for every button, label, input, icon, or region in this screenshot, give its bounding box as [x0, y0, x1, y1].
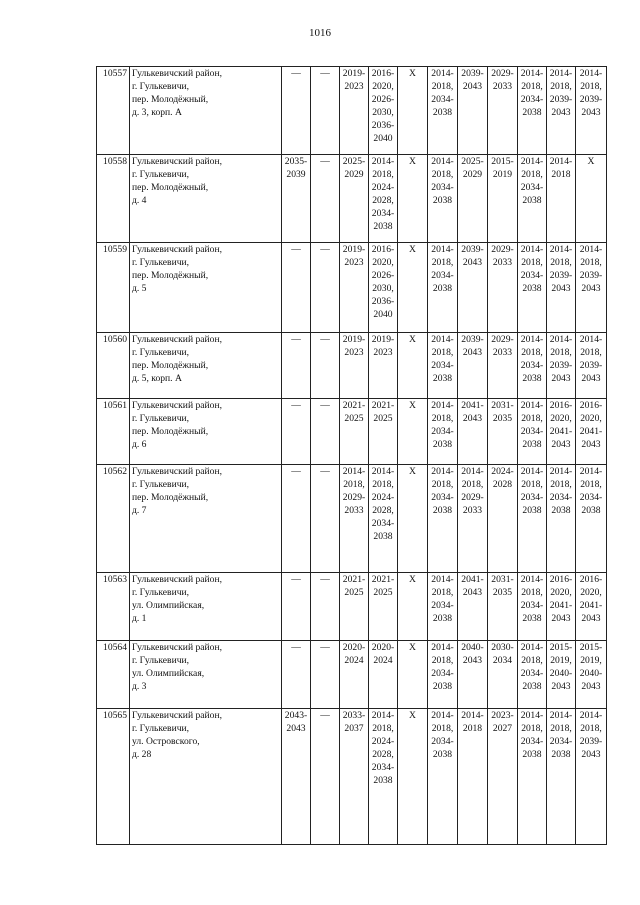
period-cell: X: [398, 67, 428, 155]
address-cell: Гулькевичский район, г. Гулькевичи, ул. Островского, д. 28: [130, 709, 282, 845]
period-cell: X: [398, 573, 428, 641]
period-cell: 2039- 2043: [458, 67, 488, 155]
period-cell: 2014- 2018, 2039- 2043: [547, 243, 576, 333]
period-cell: 2021- 2025: [340, 399, 369, 465]
period-cell: 2021- 2025: [369, 573, 398, 641]
period-cell: —: [282, 243, 311, 333]
period-cell: 2016- 2020, 2041- 2043: [547, 399, 576, 465]
period-cell: 2014- 2018, 2039- 2043: [576, 67, 607, 155]
period-cell: 2029- 2033: [488, 67, 518, 155]
table-row: [97, 641, 607, 709]
period-cell: —: [311, 641, 340, 709]
record-number: 10561: [97, 399, 130, 465]
period-cell: 2014- 2018, 2034- 2038: [518, 67, 547, 155]
record-number: 10563: [97, 573, 130, 641]
period-cell: 2024- 2028: [488, 465, 518, 573]
period-cell: 2014- 2018, 2034- 2038: [518, 641, 547, 709]
period-cell: —: [282, 573, 311, 641]
table-row: [97, 399, 607, 465]
period-cell: 2014- 2018, 2034- 2038: [428, 243, 458, 333]
period-cell: 2021- 2025: [340, 573, 369, 641]
period-cell: 2014- 2018, 2039- 2043: [547, 67, 576, 155]
period-cell: 2014- 2018, 2029- 2033: [340, 465, 369, 573]
period-cell: —: [311, 333, 340, 399]
period-cell: —: [311, 465, 340, 573]
period-cell: 2031- 2035: [488, 573, 518, 641]
period-cell: 2014- 2018, 2034- 2038: [428, 155, 458, 243]
period-cell: 2040- 2043: [458, 641, 488, 709]
period-cell: 2015- 2019: [488, 155, 518, 243]
period-cell: 2025- 2029: [458, 155, 488, 243]
table-row: [97, 243, 607, 333]
address-cell: Гулькевичский район, г. Гулькевичи, пер. Молодёжный, д. 3, корп. А: [130, 67, 282, 155]
record-number: 10560: [97, 333, 130, 399]
period-cell: 2019- 2023: [340, 67, 369, 155]
period-cell: 2014- 2018, 2034- 2038: [518, 573, 547, 641]
address-cell: Гулькевичский район, г. Гулькевичи, пер. Молодёжный, д. 7: [130, 465, 282, 573]
period-cell: 2043- 2043: [282, 709, 311, 845]
period-cell: 2014- 2018, 2034- 2038: [518, 709, 547, 845]
period-cell: 2014- 2018, 2034- 2038: [428, 465, 458, 573]
period-cell: 2031- 2035: [488, 399, 518, 465]
period-cell: 2015- 2019, 2040- 2043: [576, 641, 607, 709]
address-cell: Гулькевичский район, г. Гулькевичи, пер. Молодёжный, д. 5, корп. А: [130, 333, 282, 399]
period-cell: 2014- 2018, 2034- 2038: [518, 333, 547, 399]
address-cell: Гулькевичский район, г. Гулькевичи, пер. Молодёжный, д. 4: [130, 155, 282, 243]
table-row: [97, 465, 607, 573]
period-cell: 2019- 2023: [340, 243, 369, 333]
period-cell: 2029- 2033: [488, 333, 518, 399]
period-cell: —: [311, 399, 340, 465]
page-number: 1016: [309, 27, 331, 39]
period-cell: 2020- 2024: [369, 641, 398, 709]
period-cell: 2014- 2018, 2034- 2038: [518, 243, 547, 333]
period-cell: 2014- 2018: [547, 155, 576, 243]
period-cell: X: [398, 155, 428, 243]
table-row: [97, 333, 607, 399]
period-cell: 2014- 2018, 2034- 2038: [576, 465, 607, 573]
period-cell: 2014- 2018, 2034- 2038: [518, 155, 547, 243]
record-number: 10564: [97, 641, 130, 709]
period-cell: 2041- 2043: [458, 573, 488, 641]
table-row: [97, 709, 607, 845]
period-cell: 2016- 2020, 2041- 2043: [547, 573, 576, 641]
period-cell: —: [282, 465, 311, 573]
period-cell: X: [398, 399, 428, 465]
period-cell: 2016- 2020, 2026- 2030, 2036- 2040: [369, 67, 398, 155]
record-number: 10562: [97, 465, 130, 573]
period-cell: —: [311, 243, 340, 333]
period-cell: 2014- 2018, 2034- 2038: [428, 333, 458, 399]
period-cell: 2014- 2018, 2034- 2038: [547, 465, 576, 573]
period-cell: 2041- 2043: [458, 399, 488, 465]
address-cell: Гулькевичский район, г. Гулькевичи, ул. Олимпийская, д. 1: [130, 573, 282, 641]
period-cell: 2023- 2027: [488, 709, 518, 845]
period-cell: —: [282, 333, 311, 399]
period-cell: 2039- 2043: [458, 243, 488, 333]
period-cell: 2030- 2034: [488, 641, 518, 709]
period-cell: X: [398, 465, 428, 573]
period-cell: 2014- 2018, 2039- 2043: [576, 709, 607, 845]
period-cell: 2033- 2037: [340, 709, 369, 845]
period-cell: 2016- 2020, 2041- 2043: [576, 573, 607, 641]
period-cell: 2014- 2018, 2039- 2043: [576, 243, 607, 333]
table-row: [97, 573, 607, 641]
period-cell: 2014- 2018, 2034- 2038: [428, 641, 458, 709]
period-cell: —: [282, 641, 311, 709]
period-cell: 2014- 2018, 2034- 2038: [428, 709, 458, 845]
address-cell: Гулькевичский район, г. Гулькевичи, ул. Олимпийская, д. 3: [130, 641, 282, 709]
registry-body: [97, 67, 607, 845]
period-cell: 2016- 2020, 2026- 2030, 2036- 2040: [369, 243, 398, 333]
period-cell: 2014- 2018, 2024- 2028, 2034- 2038: [369, 709, 398, 845]
period-cell: 2039- 2043: [458, 333, 488, 399]
period-cell: 2025- 2029: [340, 155, 369, 243]
record-number: 10559: [97, 243, 130, 333]
period-cell: 2014- 2018, 2034- 2038: [428, 67, 458, 155]
period-cell: 2014- 2018: [458, 709, 488, 845]
period-cell: 2014- 2018, 2039- 2043: [576, 333, 607, 399]
period-cell: —: [311, 573, 340, 641]
period-cell: 2029- 2033: [488, 243, 518, 333]
record-number: 10557: [97, 67, 130, 155]
registry-table: [96, 66, 607, 845]
period-cell: —: [311, 155, 340, 243]
period-cell: 2014- 2018, 2024- 2028, 2034- 2038: [369, 155, 398, 243]
period-cell: X: [398, 709, 428, 845]
period-cell: 2035- 2039: [282, 155, 311, 243]
period-cell: 2014- 2018, 2034- 2038: [428, 399, 458, 465]
period-cell: —: [282, 67, 311, 155]
period-cell: 2015- 2019, 2040- 2043: [547, 641, 576, 709]
period-cell: 2014- 2018, 2034- 2038: [547, 709, 576, 845]
period-cell: X: [398, 243, 428, 333]
period-cell: —: [311, 67, 340, 155]
period-cell: 2019- 2023: [369, 333, 398, 399]
period-cell: 2016- 2020, 2041- 2043: [576, 399, 607, 465]
period-cell: X: [398, 641, 428, 709]
period-cell: X: [398, 333, 428, 399]
period-cell: 2014- 2018, 2039- 2043: [547, 333, 576, 399]
period-cell: 2014- 2018, 2029- 2033: [458, 465, 488, 573]
record-number: 10558: [97, 155, 130, 243]
table-row: [97, 155, 607, 243]
period-cell: 2014- 2018, 2024- 2028, 2034- 2038: [369, 465, 398, 573]
period-cell: X: [576, 155, 607, 243]
period-cell: 2020- 2024: [340, 641, 369, 709]
period-cell: 2021- 2025: [369, 399, 398, 465]
period-cell: 2014- 2018, 2034- 2038: [428, 573, 458, 641]
period-cell: 2014- 2018, 2034- 2038: [518, 399, 547, 465]
period-cell: —: [311, 709, 340, 845]
address-cell: Гулькевичский район, г. Гулькевичи, пер. Молодёжный, д. 5: [130, 243, 282, 333]
period-cell: 2014- 2018, 2034- 2038: [518, 465, 547, 573]
period-cell: —: [282, 399, 311, 465]
address-cell: Гулькевичский район, г. Гулькевичи, пер. Молодёжный, д. 6: [130, 399, 282, 465]
table-row: [97, 67, 607, 155]
period-cell: 2019- 2023: [340, 333, 369, 399]
record-number: 10565: [97, 709, 130, 845]
